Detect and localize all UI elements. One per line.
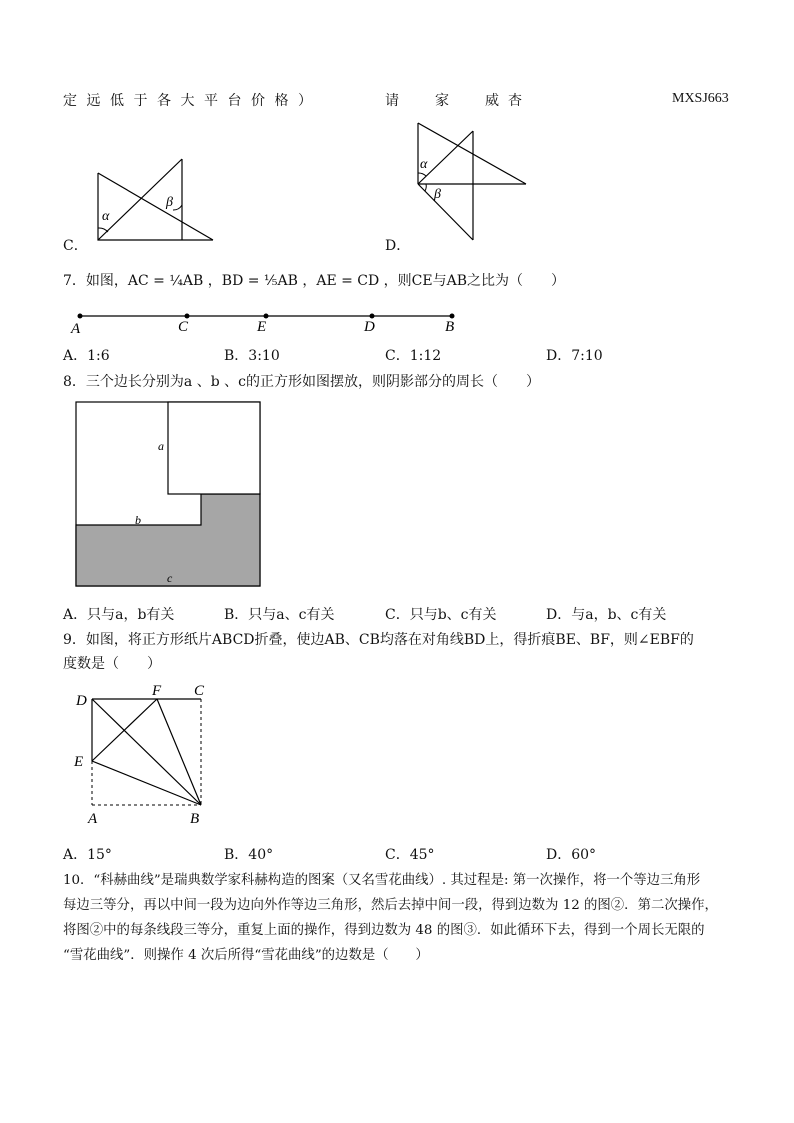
header-left-text: 定远低于各大平台价格）	[63, 93, 322, 109]
q6-option-d: D．	[385, 238, 411, 254]
q8-option-b: B．只与a、c有关	[224, 607, 335, 623]
q8-option-d: D．与a，b、c有关	[546, 607, 667, 623]
point-a-label: A	[71, 321, 81, 335]
q8-option-a: A．只与a，b有关	[63, 607, 175, 623]
q7-option-c: C．1:12	[385, 348, 442, 364]
q7-option-a: A．1:6	[63, 348, 110, 364]
point-a-label-q9: A	[88, 811, 98, 827]
q8-squares-figure	[75, 401, 263, 589]
label-a: a	[158, 439, 164, 453]
point-b-label-q9: B	[190, 811, 200, 827]
q10-line2: 每边三等分，再以中间一段为边向外作等边三角形，然后去掉中间一段，得到边数为 12 的图②．第二次操作，	[63, 898, 718, 913]
q7-stem: 7．如图，AC = ¼AB ，BD = ⅕AB ，AE = CD ，则CE与AB之比为（ ）	[63, 273, 566, 289]
figure-d	[410, 118, 535, 243]
q10-line1: 10．“科赫曲线”是瑞典数学家科赫构造的图案（又名雪花曲线）. 其过程是: 第一次操作，将一个等边三角形	[63, 873, 701, 888]
alpha-label-c: α	[102, 209, 110, 224]
q7-number-line	[68, 305, 468, 335]
point-c-label-q9: C	[194, 683, 205, 699]
alpha-label-d: α	[420, 157, 428, 172]
q9-stem-line2: 度数是（ ）	[63, 656, 161, 672]
q6-option-c: C．	[63, 238, 88, 254]
point-e-label-q9: E	[74, 754, 84, 770]
header-word-3: 威杏	[485, 93, 531, 109]
q7-option-d: D．7:10	[546, 348, 603, 364]
label-b: b	[135, 513, 141, 527]
q9-option-d: D．60°	[546, 847, 597, 863]
point-d-label: D	[364, 319, 375, 335]
figure-c	[90, 150, 220, 245]
q9-option-c: C．45°	[385, 847, 435, 863]
q7-option-b: B．3:10	[224, 348, 280, 364]
label-c: c	[167, 571, 173, 585]
q9-option-a: A．15°	[63, 847, 112, 863]
point-b-label: B	[445, 319, 455, 335]
beta-label-c: β	[166, 195, 173, 210]
point-c-label: C	[178, 319, 189, 335]
q10-line3: 将图②中的每条线段三等分，重复上面的操作，得到边数为 48 的图③．如此循环下去，得到一个周长无限的	[63, 923, 705, 938]
q9-stem-line1: 9．如图，将正方形纸片ABCD折叠，使边AB、CB均落在对角线BD上，得折痕BE、BF，则∠EBF的	[63, 632, 694, 648]
point-f-label: F	[152, 683, 162, 699]
beta-label-d: β	[434, 187, 441, 202]
q9-square-figure	[70, 680, 220, 830]
header-word-2: 家	[435, 93, 449, 109]
q8-option-c: C．只与b、c有关	[385, 607, 497, 623]
q10-line4: “雪花曲线”．则操作 4 次后所得“雪花曲线”的边数是（ ）	[63, 948, 429, 963]
q8-stem: 8．三个边长分别为a 、b 、c的正方形如图摆放，则阴影部分的周长（ ）	[63, 374, 540, 390]
header-code: MXSJ663	[672, 91, 729, 106]
point-e-label: E	[257, 319, 267, 335]
point-d-label-q9: D	[76, 693, 87, 709]
q9-option-b: B．40°	[224, 847, 274, 863]
header-word-1: 请	[385, 93, 399, 109]
